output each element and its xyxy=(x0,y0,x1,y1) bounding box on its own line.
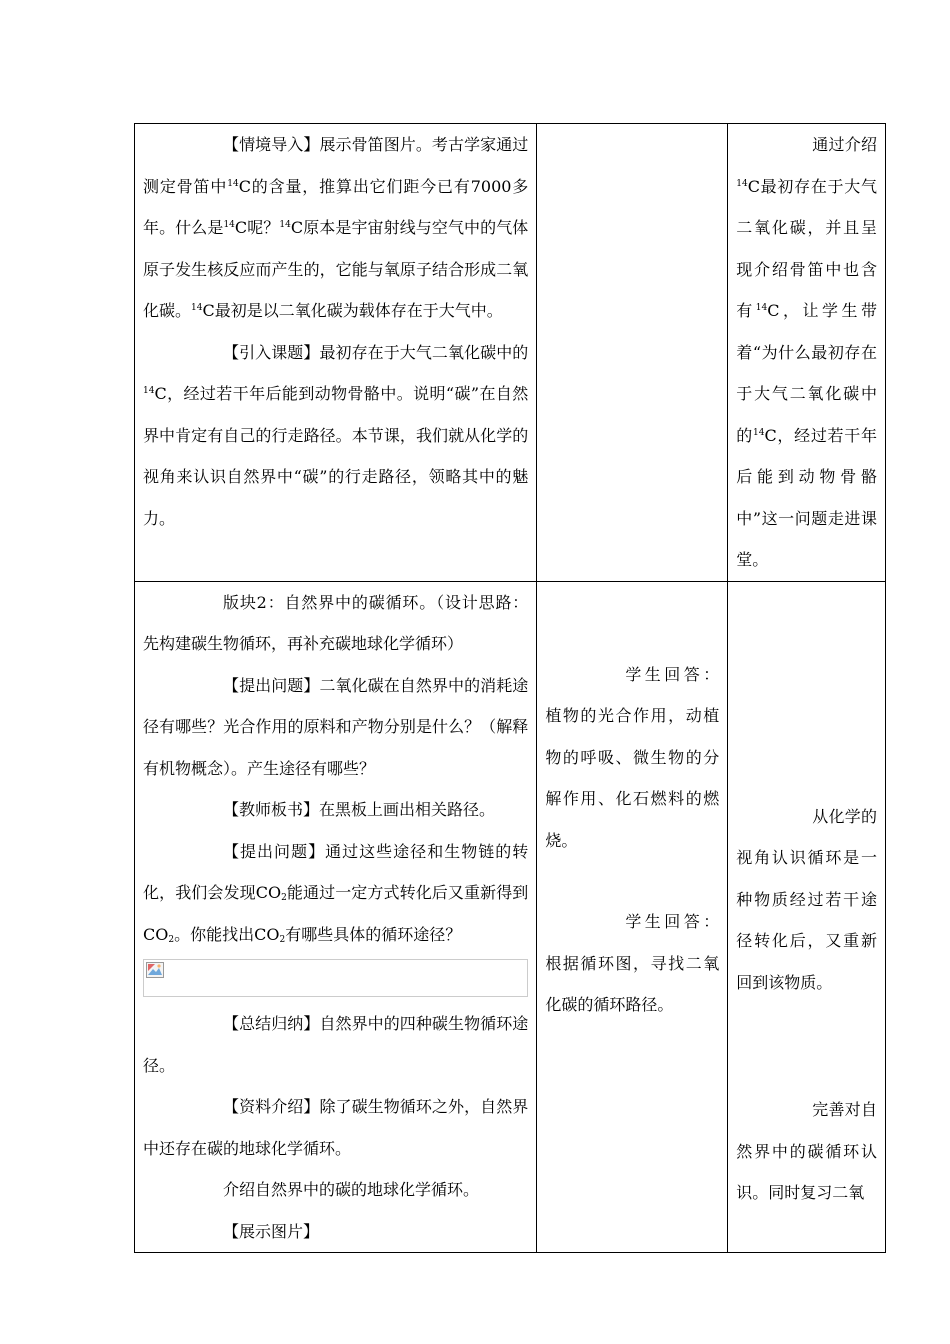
section-label: 【引入课题】 xyxy=(223,342,320,362)
design-intent-cell xyxy=(728,124,886,582)
table-row xyxy=(135,581,886,1253)
section-label: 【总结归纳】 xyxy=(223,1014,320,1033)
section-label: 【教师板书】 xyxy=(223,800,320,819)
show-picture-paragraph: 【展示图片】 xyxy=(223,1221,320,1241)
student-activity-cell xyxy=(537,124,728,582)
student-answer-1: 学生回答：植物的光合作用，动植物的呼吸、微生物的分解作用、化石燃料的燃烧。 xyxy=(545,664,720,850)
design-intent-cell xyxy=(728,581,886,1253)
question-paragraph: 【提出问题】二氧化碳在自然界中的消耗途径有哪些？光合作用的原料和产物分别是什么？（解释有机物概念）。产生途径有哪些？ xyxy=(143,675,529,778)
section-label: 【提出问题】 xyxy=(223,841,326,861)
section-label: 【情境导入】 xyxy=(223,135,320,154)
broken-image xyxy=(143,959,528,997)
material-paragraph: 【资料介绍】除了碳生物循环之外，自然界中还存在碳的地球化学循环。 xyxy=(143,1097,529,1158)
topic-paragraph: 【引入课题】最初存在于大气二氧化碳中的$^{14}$C，经过若干年后能到动物骨骼中。说明“碳”在自然界中肯定有自己的行走路径。本节课，我们就从化学的视角来认识自然界中“碳”的行走路径，领略其中的魅力。 xyxy=(143,342,529,528)
teacher-activity-cell xyxy=(135,581,537,1253)
design-intent-paragraph: 完善对自然界中的碳循环认识。同时复习二氧 xyxy=(736,1100,877,1202)
board-paragraph: 【教师板书】在黑板上画出相关路径。 xyxy=(223,800,496,819)
student-activity-cell xyxy=(537,581,728,1253)
intro-cycle-paragraph: 介绍自然界中的碳的地球化学循环。 xyxy=(223,1180,480,1199)
block-title-paragraph: 版块2：自然界中的碳循环。（设计思路：先构建碳生物循环，再补充碳地球化学循环） xyxy=(143,592,529,653)
section-label: 【提出问题】 xyxy=(223,675,320,695)
table-row xyxy=(135,124,886,582)
broken-image-icon xyxy=(146,962,164,978)
summary-paragraph: 【总结归纳】自然界中的四种碳生物循环途径。 xyxy=(143,1014,529,1075)
question-paragraph: 【提出问题】通过这些途径和生物链的转化，我们会发现$CO_2$能通过一定方式转化后又重新得到$CO_2$。你能找出$CO_2$有哪些具体的循环途径？ xyxy=(143,841,529,945)
design-intent-paragraph: 从化学的视角认识循环是一种物质经过若干途径转化后，又重新回到该物质。 xyxy=(736,806,877,992)
design-intent-paragraph: 通过介绍$^{14}$C最初存在于大气二氧化碳，并且呈现介绍骨笛中也含有$^{14}$C，让学生带着“为什么最初存在于大气二氧化碳中的$^{14}$C，经过若干年后能到动物骨骼中”这一问题走进课堂。 xyxy=(736,135,877,569)
intro-paragraph: 【情境导入】展示骨笛图片。考古学家通过测定骨笛中$^{14}$C的含量，推算出它们距今已有7000多年。什么是$^{14}$C呢？$^{14}$C原本是宇宙射线与空气中的气体原子发生核反应而产生的，它能与氧原子结合形成二氧化碳。$^{14}$C最初是以二氧化碳为载体存在于大气中。 xyxy=(143,135,529,320)
teacher-activity-cell xyxy=(135,124,537,582)
section-label: 【资料介绍】 xyxy=(223,1097,320,1116)
student-answer-2: 学生回答：根据循环图，寻找二氧化碳的循环路径。 xyxy=(545,912,720,1014)
lesson-plan-table xyxy=(134,123,886,1253)
